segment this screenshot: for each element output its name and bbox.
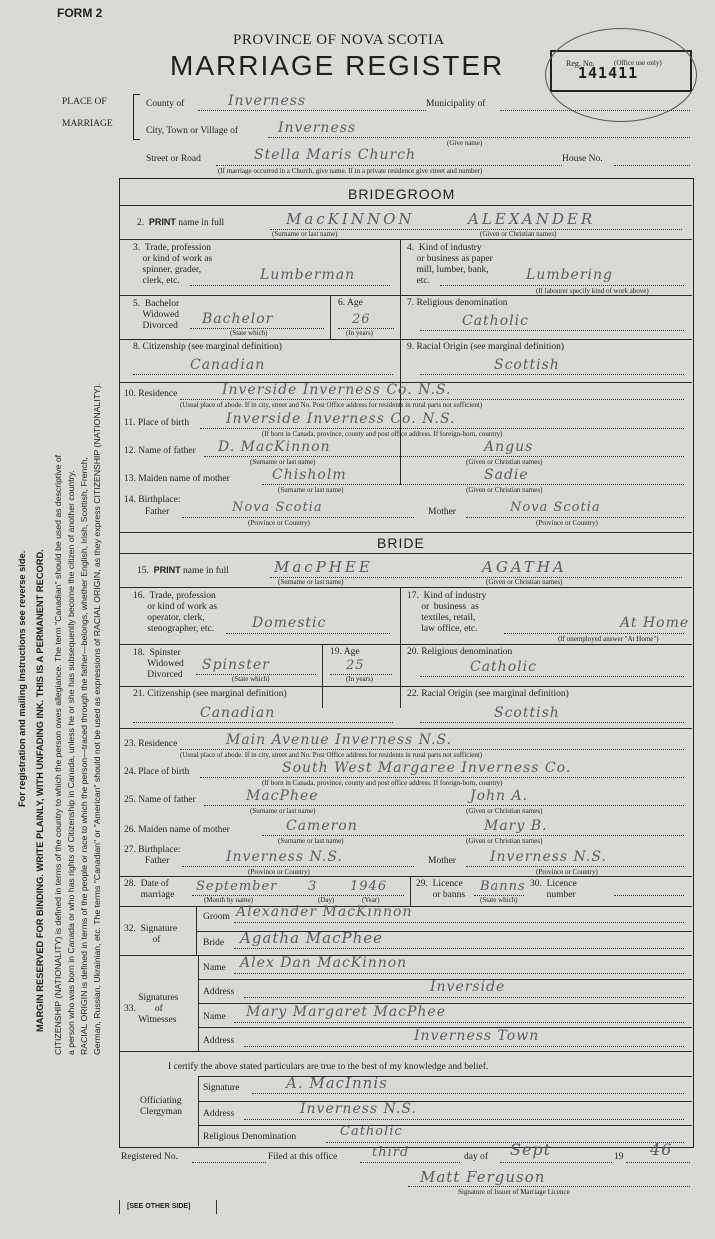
groom-surname: MacKINNON [286, 210, 415, 228]
groom-word: Groom [203, 912, 230, 922]
bride-residence: Main Avenue Inverness N.S. [226, 732, 453, 748]
officiating-clergyman-label: Officiating Clergyman [140, 1096, 183, 1117]
witness1-address: Inverside [430, 979, 506, 995]
bride-father-word: Father [145, 856, 170, 866]
bride-father-surname-note: (Surname or last name) [250, 807, 316, 815]
street-label: Street or Road [146, 154, 201, 164]
groom-industry: Lumbering [526, 267, 613, 283]
city-label: City, Town or Village of [146, 126, 238, 136]
groom-mother-word: Mother [428, 507, 456, 517]
bride-given: AGATHA [482, 558, 567, 576]
witness1-name: Alex Dan MacKinnon [240, 955, 408, 971]
bride-age: 25 [346, 658, 365, 673]
year-note: (Year) [362, 896, 380, 904]
marriage-day: 3 [308, 879, 318, 894]
groom-signature: Alexander MacKinnon [236, 904, 413, 920]
bride-status: Spinster [202, 657, 270, 673]
bride-birthplace-parents-label: 27. Birthplace: [124, 845, 181, 855]
month-note: (Month by name) [204, 896, 253, 904]
licence-banns-label: 29. Licence or banns [416, 879, 466, 900]
bride-in-years: (In years) [346, 675, 374, 683]
county-label: County of [146, 99, 185, 109]
groom-mother-given: Sadie [484, 467, 529, 483]
bride-word: Bride [203, 938, 225, 948]
clergy-religion: Catholic [340, 1124, 403, 1139]
groom-given-note: (Given or Christian names) [480, 230, 557, 238]
marriage-year: 1946 [350, 879, 388, 894]
groom-mother-surname-note: (Surname or last name) [278, 486, 344, 494]
bride-residence-label: 23. Residence [124, 739, 178, 749]
bride-surname-note: (Surname or last name) [278, 578, 344, 586]
margin-racial-def: RACIAL ORIGIN is defined in terms of the people or race to which the person—traced through the father—belongs, whether English, Irish, Scottish, French, [79, 457, 89, 1055]
groom-father-label: 12. Name of father [124, 446, 196, 456]
groom-birth-note: (If born in Canada, province, county and post office address. If foreign-born, country) [262, 430, 503, 438]
groom-status-label: 5. Bachelor Widowed Divorced [133, 299, 180, 331]
groom-surname-note: (Surname or last name) [272, 230, 338, 238]
margin-binding-note: MARGIN RESERVED FOR BINDING. WRITE PLAINLY, WITH UNFADING INK. THIS IS A PERMANENT RECORD. [35, 549, 45, 1032]
bride-birthplace: South West Margaree Inverness Co. [282, 760, 572, 776]
page-title: MARRIAGE REGISTER [170, 50, 505, 81]
groom-birthplace: Inverside Inverness Co. N.S. [226, 411, 456, 427]
issuer-signature: Matt Ferguson [420, 1168, 546, 1186]
groom-mother-given-note: (Given or Christian names) [466, 486, 543, 494]
witness2-address: Inverness Town [414, 1028, 540, 1044]
licence-value: Banns [480, 879, 526, 894]
bride-religion: Catholic [470, 659, 537, 675]
bride-residence-note: (Usual place of abode. If in city, street and No. Post Office address for residents in rural parts not sufficient) [180, 751, 483, 759]
place-bracket [133, 94, 140, 140]
street-note: (If marriage occurred in a Church, give name. If in a private residence give street and number) [218, 167, 483, 175]
groom-father-given-note: (Given or Christian names) [466, 458, 543, 466]
groom-birthplace-label: 11. Place of birth [124, 418, 190, 428]
bride-status-label: 18. Spinster Widowed Divorced [133, 648, 184, 680]
bride-birthplace-label: 24. Place of birth [124, 767, 190, 777]
bridegroom-section-title: BRIDEGROOM [348, 186, 456, 202]
day-of-label: day of [464, 1152, 489, 1162]
groom-citizenship-label: 8. Citizenship (see marginal definition) [133, 342, 282, 352]
witness1-name-label: Name [203, 963, 226, 973]
bride-mother-given-note: (Given or Christian names) [466, 837, 543, 845]
groom-industry-label: 4. Kind of industry or business as paper mill, lumber, bank, etc. [407, 243, 493, 286]
witnesses-label: Signatures 33. of Witnesses [124, 993, 179, 1025]
groom-residence-note: (Usual place of abode. If in city, street and No. Post Office address for residents in rural parts not sufficient) [180, 401, 483, 409]
bride-father-label: 25. Name of father [124, 795, 196, 805]
groom-status: Bachelor [202, 311, 274, 327]
margin-citizenship-def: CITIZENSHIP (NATIONALITY) is defined in terms of the country to which the person owes allegiance. The term "Canadian" should be used as descriptive of [53, 454, 63, 1055]
marriage-month: September [196, 879, 278, 894]
groom-given: ALEXANDER [468, 210, 596, 228]
day-note: (Day) [318, 896, 335, 904]
registered-no-label: Registered No. [121, 1152, 178, 1162]
clergy-signature: A. MacInnis [286, 1074, 388, 1092]
groom-mother-surname: Chisholm [272, 467, 347, 483]
licence-number-label: 30. Licence number [530, 879, 577, 900]
groom-father-word: Father [145, 507, 170, 517]
margin-registration-note: For registration and mailing instructions see reverse side. [17, 550, 27, 807]
certify-statement: I certify the above stated particulars are true to the best of my knowledge and belief. [168, 1062, 489, 1072]
bride-mother-label: 26. Maiden name of mother [124, 825, 230, 835]
bride-father-given-note: (Given or Christian names) [466, 807, 543, 815]
witness1-address-label: Address [203, 987, 235, 997]
clergy-address-label: Address [203, 1109, 235, 1119]
bride-father-given: John A. [470, 788, 529, 804]
groom-father-surname-note: (Surname or last name) [250, 458, 316, 466]
marriage-label: MARRIAGE [62, 119, 113, 129]
form-label: FORM 2 [57, 6, 103, 20]
bride-trade-label: 16. Trade, profession or kind of work as operator, clerk, stenographer, etc. [133, 591, 217, 634]
filed-month: Sept [510, 1140, 552, 1159]
clergy-religion-label: Religious Denomination [203, 1132, 297, 1142]
bride-industry: At Home [620, 615, 690, 631]
groom-age: 26 [352, 312, 371, 327]
reg-number-stamp: 141411 [578, 64, 639, 82]
signature-of-label: 32. Signature of [124, 924, 178, 945]
filed-year: 46 [650, 1140, 673, 1159]
groom-father-birthplace: Nova Scotia [232, 500, 323, 515]
city-value: Inverness [278, 120, 357, 136]
groom-trade: Lumberman [260, 267, 356, 283]
margin-racial-def-2: German, Russian, Ukrainian, etc. The terms "Canadian" or "American" should not be used as expressions of RACIAL ORIGIN, as they express CITIZENSHIP (NATIONALITY). [92, 382, 102, 1055]
bride-given-note: (Given or Christian names) [486, 578, 563, 586]
bride-racial: Scottish [494, 705, 560, 721]
give-name-note: (Give name) [447, 139, 483, 147]
groom-age-label: 6. Age [338, 298, 363, 308]
groom-father-surname: D. MacKinnon [218, 439, 331, 455]
issuer-label: Signature of Issuer of Marriage Licence [458, 1188, 570, 1196]
bride-surname: MacPHEE [274, 558, 373, 576]
groom-state-which: (State which) [230, 329, 268, 337]
bride-father-surname: MacPhee [246, 788, 319, 804]
filed-day: third [372, 1145, 410, 1160]
county-value: Inverness [228, 93, 307, 109]
province-heading: PROVINCE OF NOVA SCOTIA [233, 32, 445, 48]
street-value: Stella Maris Church [254, 147, 417, 163]
bride-state-which: (State which) [232, 675, 270, 683]
bride-mother-given: Mary B. [484, 818, 548, 834]
groom-racial-label: 9. Racial Origin (see marginal definition) [407, 342, 565, 352]
groom-labourer-note: (If labourer specify kind of work above) [536, 287, 649, 295]
bride-mother-word: Mother [428, 856, 456, 866]
bride-age-label: 19. Age [330, 647, 360, 657]
filed-label: Filed at this office [268, 1152, 338, 1162]
bride-mother-prov-note: (Province or Country) [536, 868, 598, 876]
bride-name-label: 15. PRINT name in full [137, 565, 229, 576]
reg-number-circle [545, 28, 697, 122]
groom-religion-label: 7. Religious denomination [407, 298, 508, 308]
bride-industry-label: 17. Kind of industry or business as textiles, retail, law office, etc. [407, 591, 487, 634]
groom-racial: Scottish [494, 357, 560, 373]
groom-birthplace-parents-label: 14. Birthplace: [124, 495, 181, 505]
groom-mother-prov-note: (Province or Country) [536, 519, 598, 527]
licence-state-which: (State which) [480, 896, 518, 904]
marriage-date-label: 28. Date of marriage [124, 879, 175, 900]
groom-father-prov-note: (Province or Country) [248, 519, 310, 527]
clergy-address: Inverness N.S. [300, 1101, 417, 1117]
reg-no-label: Reg. No. [566, 59, 595, 68]
bride-mother-surname-note: (Surname or last name) [278, 837, 344, 845]
bride-religion-label: 20. Religious denomination [407, 647, 513, 657]
bride-mother-surname: Cameron [286, 818, 358, 834]
bride-racial-label: 22. Racial Origin (see marginal definition) [407, 689, 569, 699]
bride-trade: Domestic [252, 615, 327, 631]
bride-mother-birthplace: Inverness N.S. [490, 849, 607, 865]
groom-name-label: 2. PRINT name in full [137, 217, 225, 228]
groom-mother-label: 13. Maiden name of mother [124, 474, 230, 484]
groom-mother-birthplace: Nova Scotia [510, 500, 601, 515]
groom-father-given: Angus [484, 439, 534, 455]
witness2-address-label: Address [203, 1036, 235, 1046]
clergy-signature-label: Signature [203, 1083, 240, 1093]
groom-citizenship: Canadian [190, 357, 266, 373]
bride-citizenship: Canadian [200, 705, 276, 721]
bride-citizenship-label: 21. Citizenship (see marginal definition) [133, 689, 287, 699]
groom-in-years: (In years) [346, 329, 374, 337]
bride-section-title: BRIDE [377, 535, 425, 551]
bride-unemployed-note: (If unemployed answer "At Home") [558, 635, 659, 643]
witness2-name-label: Name [203, 1012, 226, 1022]
house-no-label: House No. [562, 154, 603, 164]
place-of-label: PLACE OF [62, 97, 107, 107]
witness2-name: Mary Margaret MacPhee [246, 1004, 446, 1020]
see-other-side: [SEE OTHER SIDE] [127, 1203, 191, 1210]
groom-residence-label: 10. Residence [124, 389, 178, 399]
office-use-label: (Office use only) [614, 59, 662, 67]
century-label: 19 [614, 1152, 624, 1162]
groom-religion: Catholic [462, 313, 529, 329]
groom-residence: Inverside Inverness Co. N.S. [222, 382, 452, 398]
municipality-label: Municipality of [426, 99, 486, 109]
bride-father-prov-note: (Province or Country) [248, 868, 310, 876]
margin-citizenship-def-2: a person who was born in Canada or who has rights of Citizenship in Canada, unless he or she has subsequently become the citizen of another country. [66, 470, 76, 1055]
bride-father-birthplace: Inverness N.S. [226, 849, 343, 865]
bride-signature: Agatha MacPhee [240, 929, 383, 947]
bride-birth-note: (If born in Canada, province, county and post office address. If foreign-born, country) [262, 779, 503, 787]
groom-trade-label: 3. Trade, profession or kind of work as spinner, grader, clerk, etc. [133, 243, 213, 286]
